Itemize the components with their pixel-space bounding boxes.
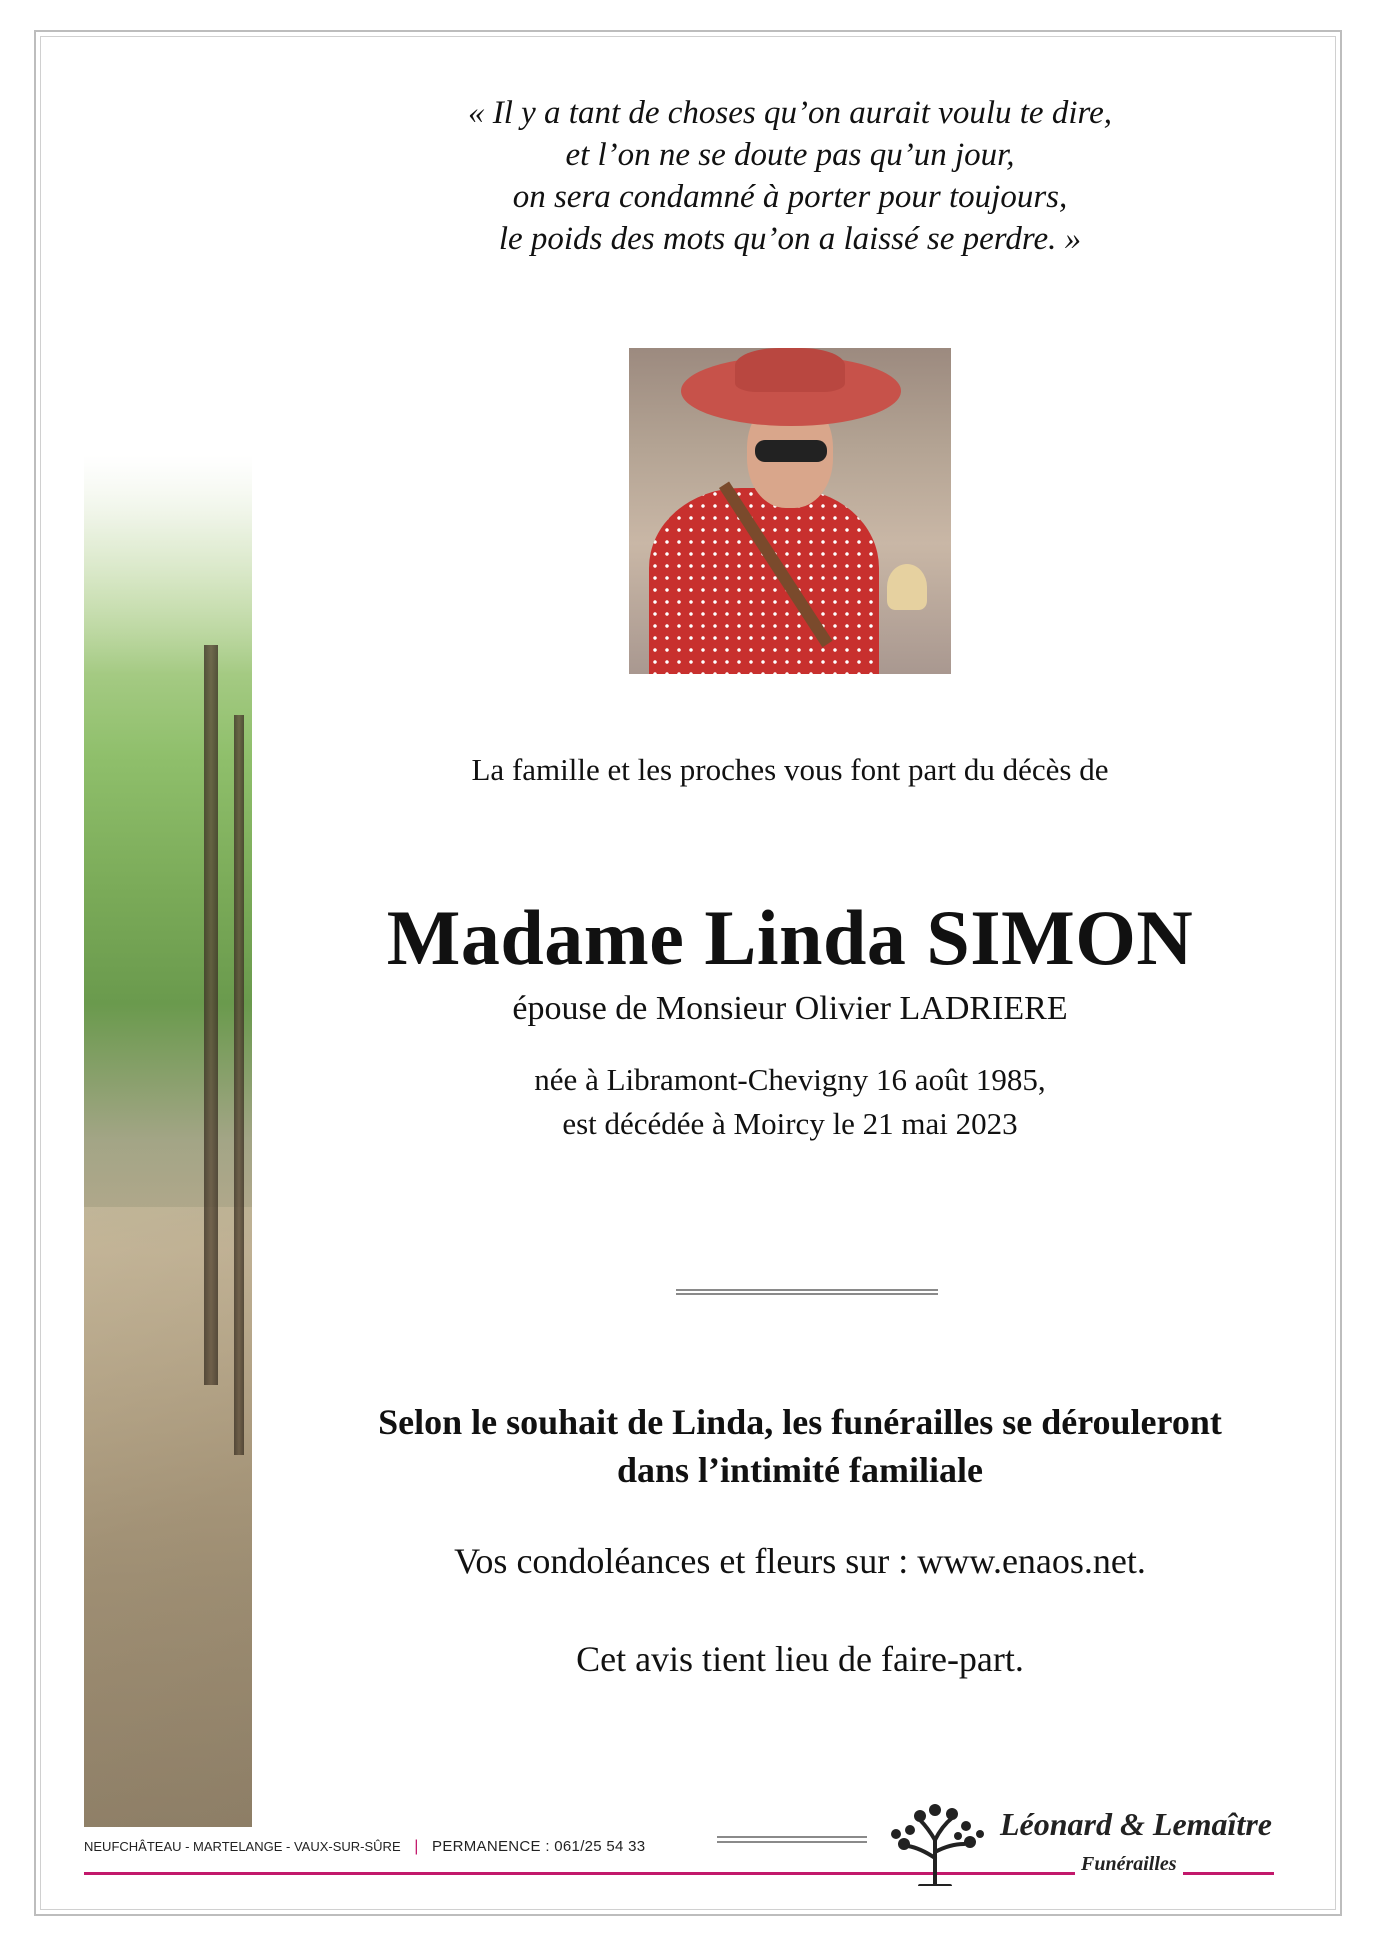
forest-path-image bbox=[84, 455, 252, 1827]
tree-icon bbox=[880, 1800, 990, 1886]
deceased-name: Madame Linda SIMON bbox=[386, 894, 1194, 981]
footer-contact bbox=[84, 1838, 645, 1856]
section-divider bbox=[676, 1289, 938, 1295]
company-name: Léonard & Lemaître bbox=[1000, 1806, 1272, 1842]
portrait-photo bbox=[629, 348, 951, 674]
company-subtitle: Funérailles bbox=[1075, 1853, 1183, 1876]
quote-line: « Il y a tant de choses qu’on aurait voulu te dire, bbox=[468, 95, 1112, 131]
spouse-line: épouse de Monsieur Olivier LADRIERE bbox=[512, 990, 1068, 1027]
funeral-wish-line: dans l’intimité familiale bbox=[617, 1450, 983, 1490]
notice-line: Cet avis tient lieu de faire-part. bbox=[576, 1639, 1024, 1679]
condolences-line: Vos condoléances et fleurs sur : www.enaos.net. bbox=[454, 1541, 1146, 1581]
quote-line: le poids des mots qu’on a laissé se perdre. » bbox=[498, 221, 1082, 257]
quote-line: on sera condamné à porter pour toujours, bbox=[512, 179, 1068, 215]
footer-locations: NEUFCHÂTEAU - MARTELANGE - VAUX-SUR-SÛRE bbox=[84, 1839, 401, 1854]
announcement-intro: La famille et les proches vous font part du décès de bbox=[471, 752, 1109, 787]
quote-line: et l’on ne se doute pas qu’un jour, bbox=[565, 137, 1015, 173]
funeral-wish-line: Selon le souhait de Linda, les funérailles se dérouleront bbox=[378, 1402, 1222, 1442]
footer-separator: | bbox=[414, 1838, 419, 1855]
footer-permanence: PERMANENCE : 061/25 54 33 bbox=[432, 1838, 646, 1855]
death-line: est décédée à Moircy le 21 mai 2023 bbox=[562, 1106, 1018, 1141]
logo-rule bbox=[717, 1836, 867, 1843]
birth-line: née à Libramont-Chevigny 16 août 1985, bbox=[534, 1062, 1046, 1097]
memorial-quote bbox=[300, 92, 1280, 260]
funeral-wish bbox=[300, 1398, 1300, 1494]
